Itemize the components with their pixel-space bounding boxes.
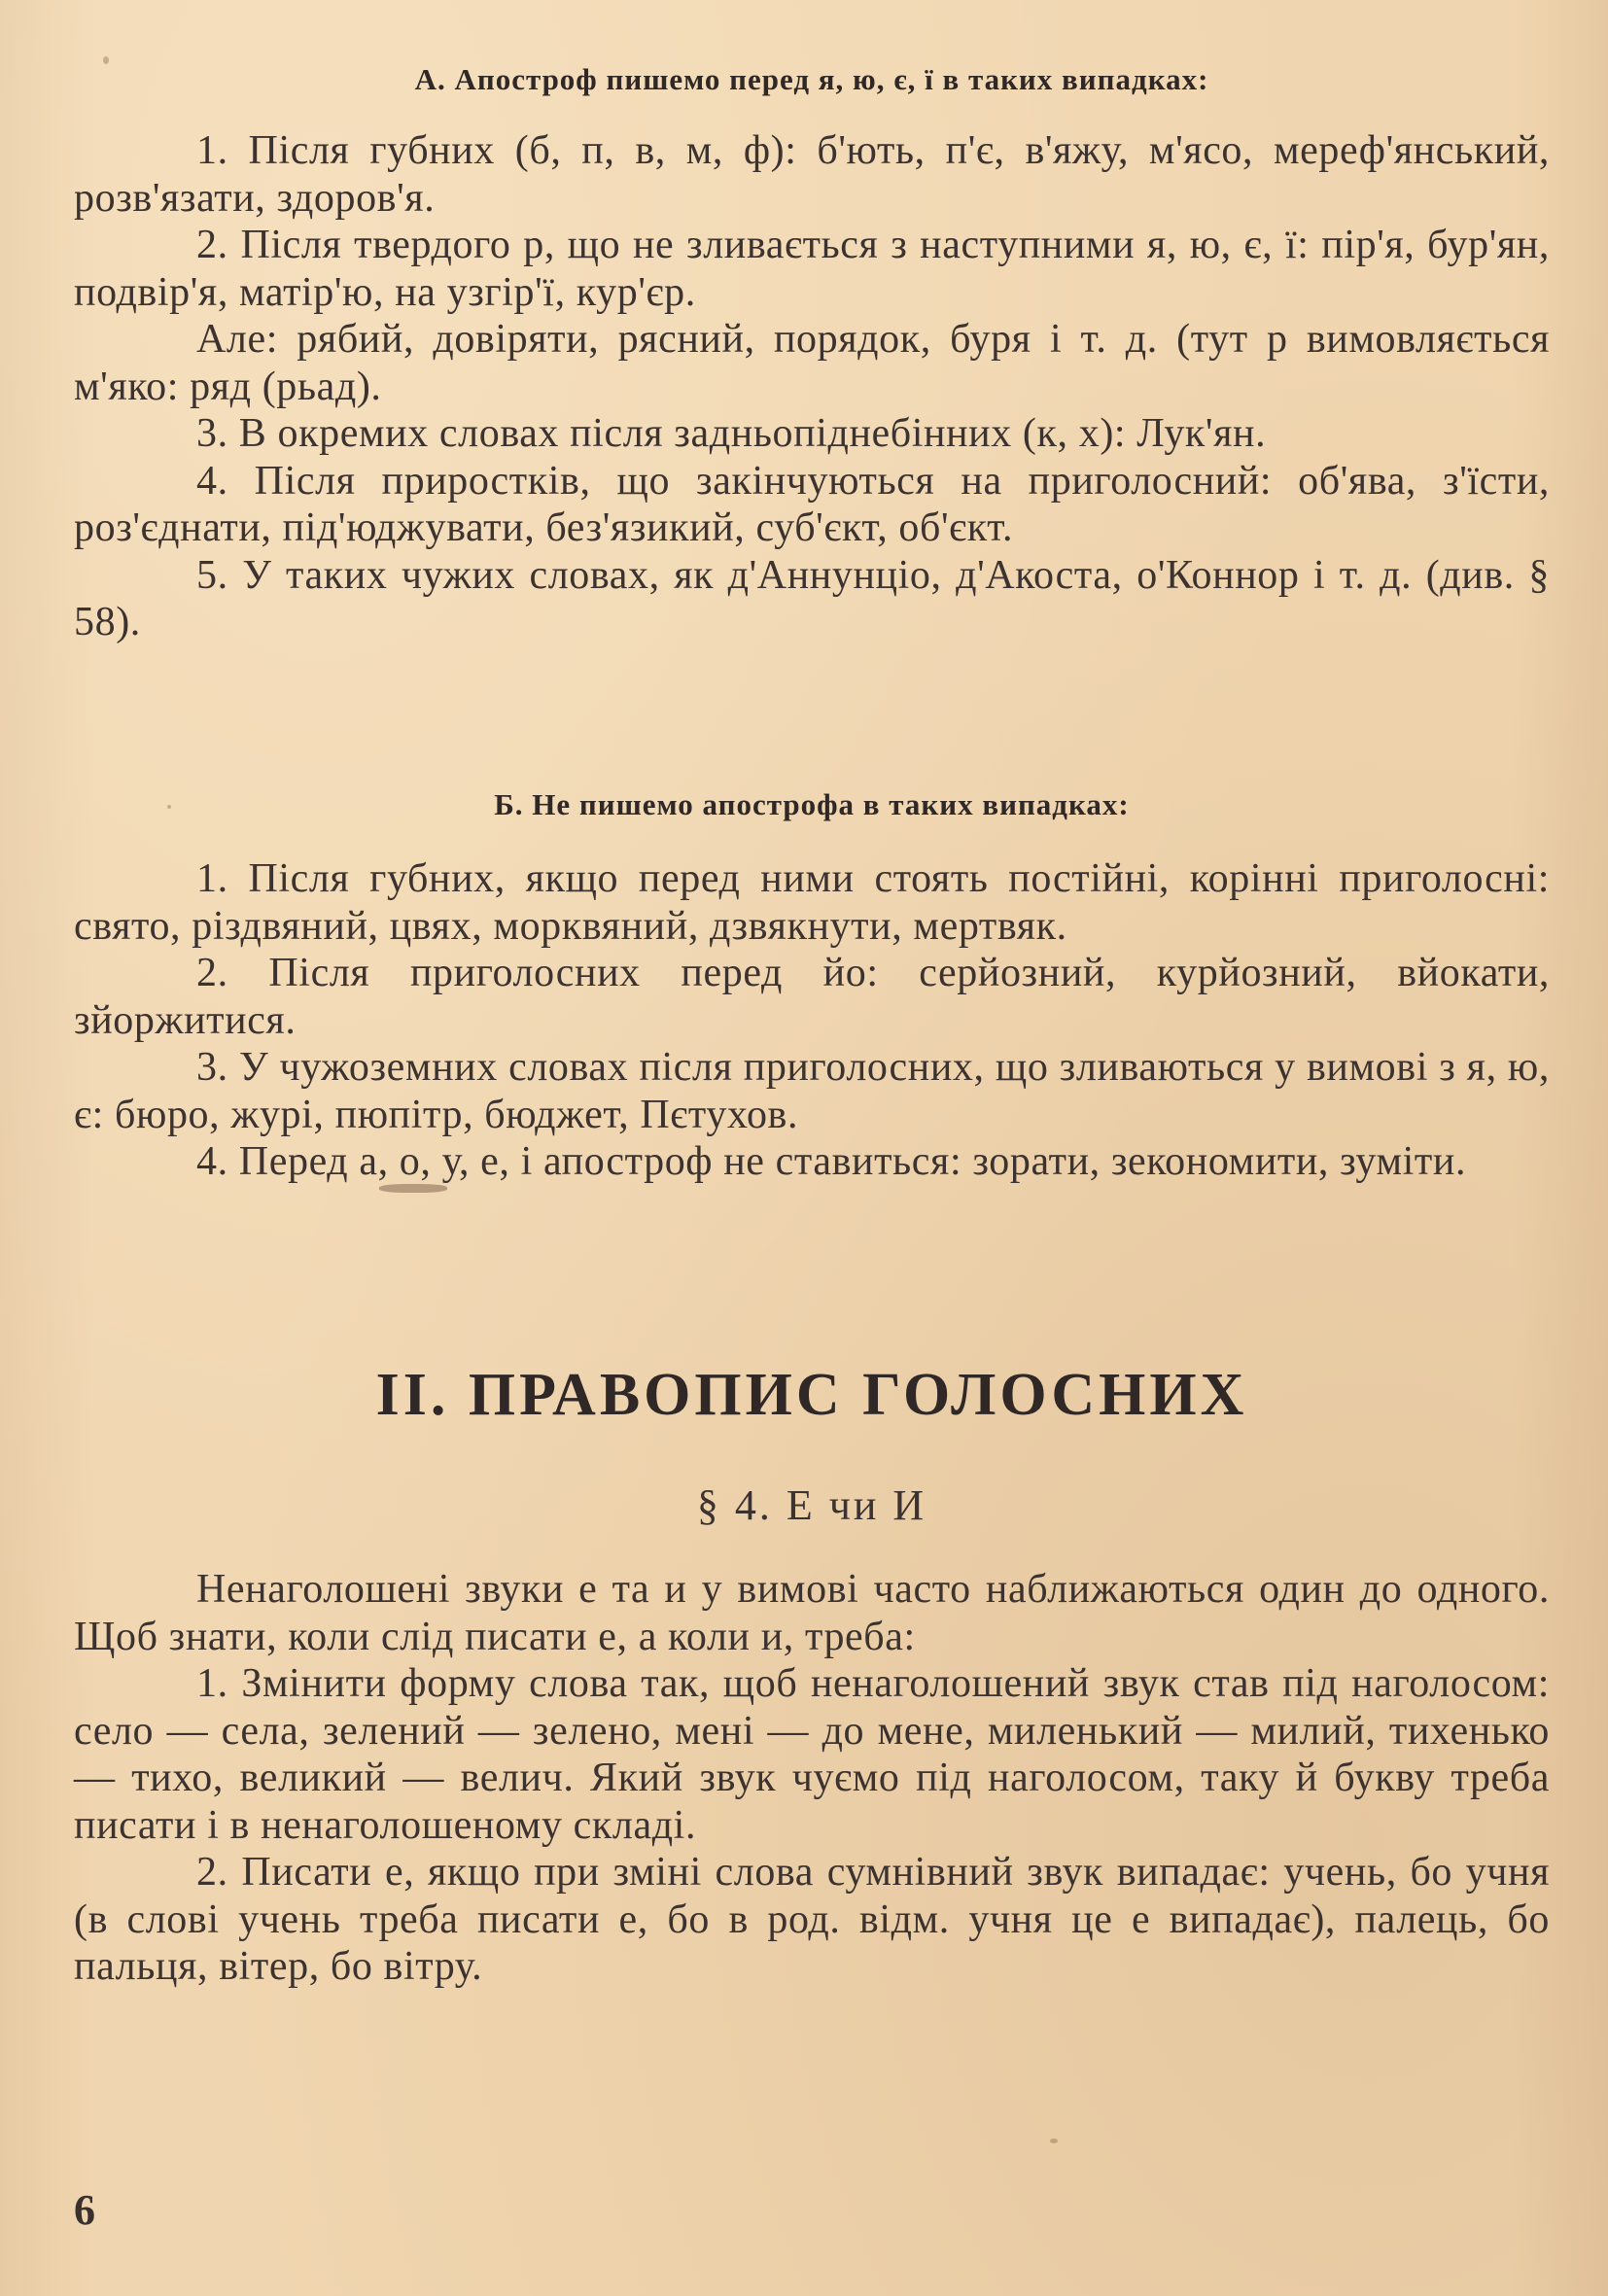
section-a-item-1: 1. Після губних (б, п, в, м, ф): б'ють, п'є, в'яжу, м'ясо, мереф'янський, розв'язати, здоров'я.	[74, 128, 1550, 221]
section-a-item-2: 2. Після твердого р, що не зливається з наступними я, ю, є, ї: пір'я, бур'ян, подвір'я, матір'ю, на узгір'ї, кур'єр.	[74, 223, 1550, 315]
paper-speck	[103, 56, 109, 64]
paper-speck	[1050, 2139, 1058, 2143]
paper-stain	[379, 1184, 447, 1193]
section-4-title: § 4. Е чи И	[696, 1481, 927, 1529]
section-b-item-2: 2. Після приголосних перед йо: серйозний, курйозний, вйокати, зйоржитися.	[74, 951, 1550, 1043]
section-a-heading: А. Апостроф пишемо перед я, ю, є, ї в таких випадках:	[414, 62, 1209, 96]
section-4-item-2: 2. Писати е, якщо при зміні слова сумнівний звук випадає: учень, бо учня (в слові учень треба писати е, бо в род. відм. учня це е випадає), палець, бо пальця, вітер, бо вітру.	[74, 1850, 1550, 1989]
section-a-item-note: Але: рябий, довіряти, рясний, порядок, буря і т. д. (тут р вимовляється м'яко: ряд (рьад).	[74, 317, 1550, 409]
paper-speck	[167, 805, 171, 809]
section-4-body	[74, 1566, 1550, 1991]
section-a-item-4: 4. Після приростків, що закінчуються на приголосний: об'ява, з'їсти, роз'єднати, під'юджувати, без'язикий, суб'єкт, об'єкт.	[74, 458, 1550, 550]
chapter-title: II. ПРАВОПИС ГОЛОСНИХ	[375, 1362, 1248, 1428]
section-4-item-1: 1. Змінити форму слова так, щоб ненаголошений звук став під наголосом: село — села, зелений — зелено, мені — до мене, миленький — милий, тихенько — тихо, великий — велич. Який звук чуємо під наголосом, таку й букву треба писати і в ненаголошеному складі.	[74, 1661, 1550, 1848]
section-4-intro: Ненаголошені звуки е та и у вимові часто наближаються один до одного. Щоб знати, коли слід писати е, а коли и, треба:	[74, 1567, 1550, 1659]
section-b-item-3: 3. У чужоземних словах після приголосних, що зливаються у вимові з я, ю, є: бюро, журі, пюпітр, бюджет, Пєтухов.	[74, 1045, 1550, 1137]
section-a-item-5: 5. У таких чужих словах, як д'Аннунціо, д'Акоста, о'Коннор і т. д. (див. § 58).	[74, 552, 1550, 644]
section-a-items	[74, 127, 1550, 646]
section-b-items	[74, 855, 1550, 1186]
section-b-item-1: 1. Після губних, якщо перед ними стоять постійні, корінні приголосні: свято, різдвяний, цвях, морквяний, дзвякнути, мертвяк.	[74, 856, 1550, 949]
section-a-item-3: 3. В окремих словах після задньопіднебінних (к, х): Лук'ян.	[196, 411, 1267, 456]
section-a-block	[74, 62, 1550, 97]
section-b-item-4: 4. Перед а, о, у, е, і апостроф не ставиться: зорати, зекономити, зуміти.	[196, 1139, 1467, 1184]
chapter-block	[74, 1361, 1550, 1430]
section-b-heading: Б. Не пишемо апострофа в таких випадках:	[494, 787, 1130, 821]
page-number: 6	[74, 2186, 95, 2234]
section-b-block	[74, 787, 1550, 822]
section-4-block	[74, 1480, 1550, 1530]
